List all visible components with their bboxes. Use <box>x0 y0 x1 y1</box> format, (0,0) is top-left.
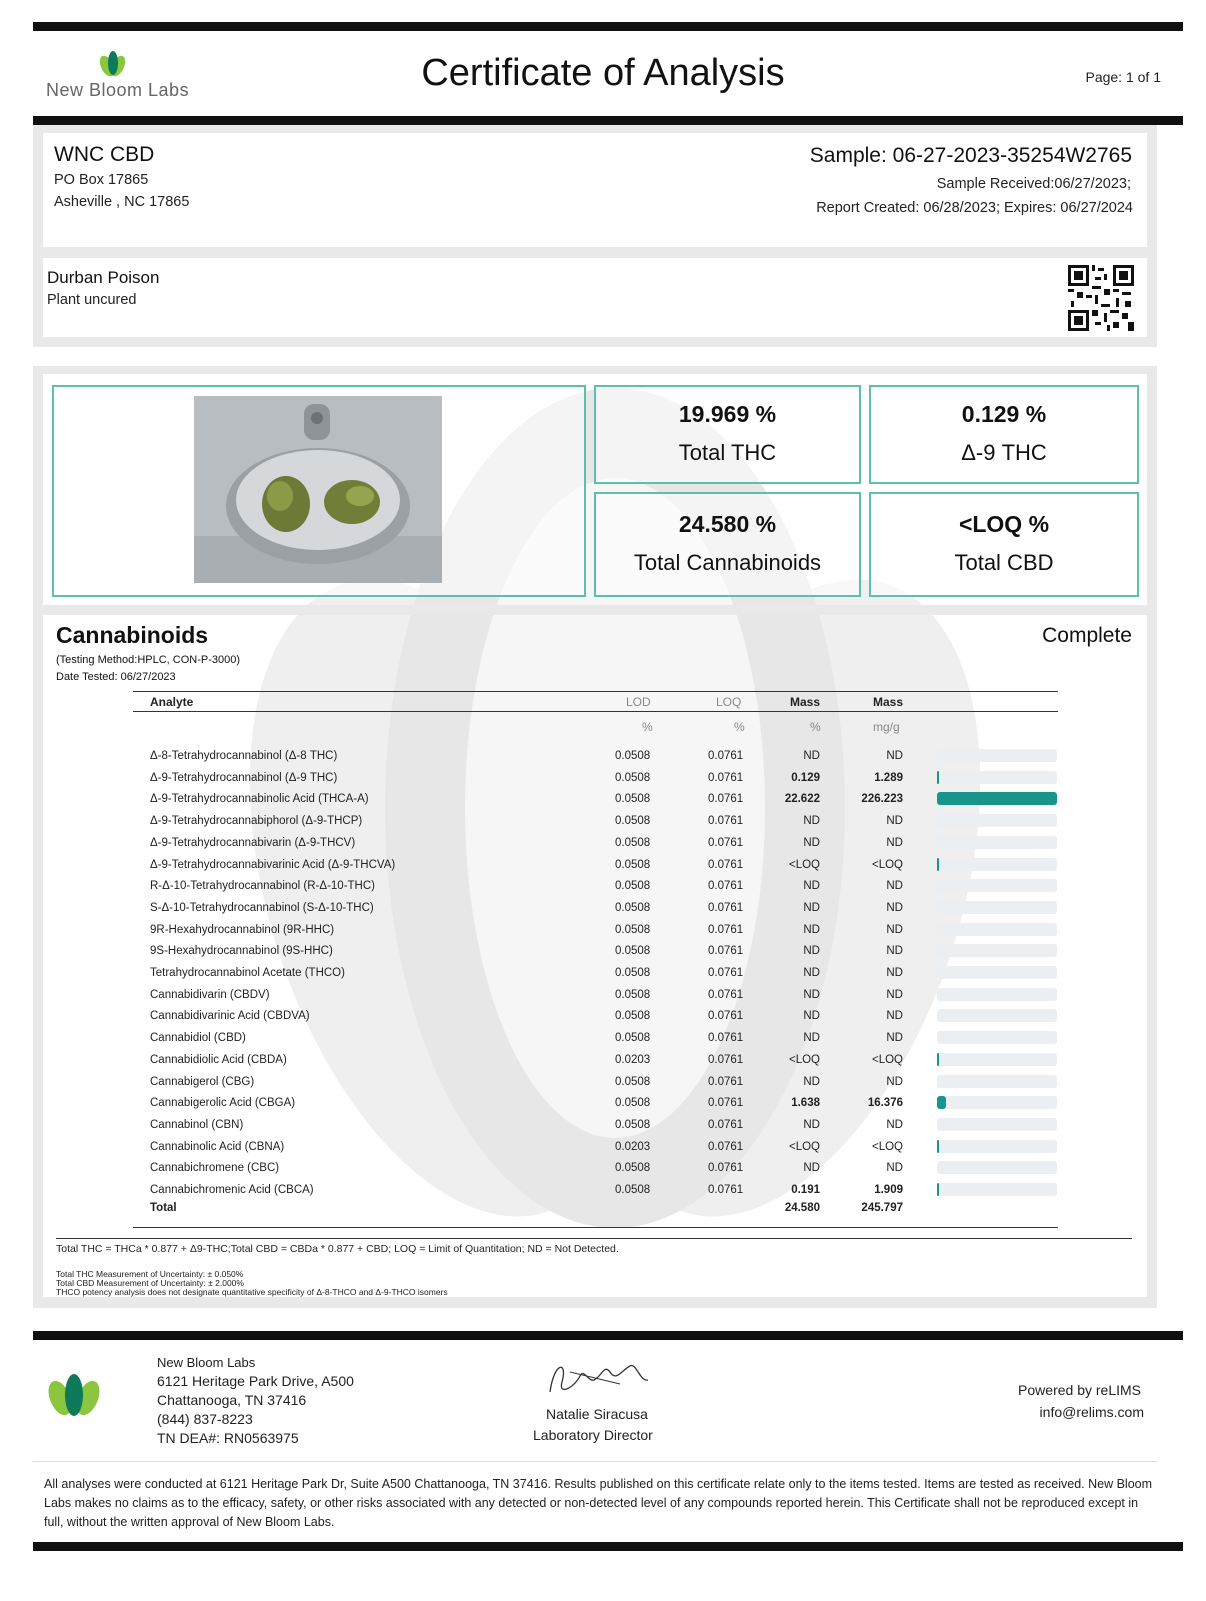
total-thc-box <box>594 385 861 484</box>
level-bar-track <box>937 1075 1057 1088</box>
footer-dea: TN DEA#: RN0563975 <box>157 1430 299 1446</box>
signer-title: Laboratory Director <box>533 1427 653 1443</box>
analyte-name: Cannabigerolic Acid (CBGA) <box>150 1097 296 1110</box>
delta9-thc-label: Δ-9 THC <box>961 440 1047 465</box>
table-row <box>148 1029 1060 1050</box>
product-card <box>43 258 1147 337</box>
table-row <box>148 769 1060 790</box>
level-bar-track <box>937 988 1057 1001</box>
analyte-name: Δ-9-Tetrahydrocannabivarinic Acid (Δ-9-THCVA) <box>150 858 396 871</box>
mass-pct-value: ND <box>803 880 820 893</box>
level-bar-fill <box>937 771 939 784</box>
col-analyte: Analyte <box>150 695 194 709</box>
mass-pct-value: 0.191 <box>791 1184 820 1196</box>
col-loq: LOQ <box>716 695 742 709</box>
thc-uncertainty: Total THC Measurement of Uncertainty: ± 0.050% <box>56 1269 244 1279</box>
level-bar-fill <box>937 1140 939 1153</box>
analyte-name: Δ-8-Tetrahydrocannabinol (Δ-8 THC) <box>150 750 338 762</box>
table-row <box>148 921 1060 942</box>
level-bar-track <box>937 836 1057 849</box>
total-cbd-label: Total CBD <box>954 550 1054 575</box>
level-bar-fill <box>937 792 1057 805</box>
mass-pct-value: ND <box>803 988 820 1001</box>
notes-rule <box>56 1238 1132 1239</box>
sample-received: Sample Received:06/27/2023; <box>936 176 1131 192</box>
table-row <box>148 747 1060 768</box>
loq-value: 0.0761 <box>708 1053 744 1066</box>
lod-value: 0.0203 <box>615 1140 651 1153</box>
thco-note: THCO potency analysis does not designate quantitative specificity of Δ-8-THCO and Δ-9-THCO isomers <box>56 1287 448 1297</box>
col-mass-mg: Mass <box>873 695 904 709</box>
loq-value: 0.0761 <box>708 771 744 784</box>
mass-mg-value: ND <box>886 815 903 828</box>
level-bar-track <box>937 1140 1057 1153</box>
testing-method: (Testing Method:HPLC, CON-P-3000) <box>56 654 241 666</box>
total-mass-mg: 245.797 <box>861 1202 903 1214</box>
mass-mg-value: ND <box>886 1032 903 1045</box>
table-bottom-rule <box>133 1227 1058 1228</box>
mass-mg-value: ND <box>886 923 903 936</box>
lod-value: 0.0508 <box>615 771 651 784</box>
table-row <box>148 1159 1060 1180</box>
header-rule-line <box>133 711 1058 712</box>
total-row <box>148 1199 1060 1220</box>
delta9-thc-box <box>869 385 1139 484</box>
table-row <box>148 834 1060 855</box>
mass-mg-value: ND <box>886 988 903 1001</box>
table-row <box>148 1007 1060 1028</box>
mass-pct-value: <LOQ <box>788 1140 820 1153</box>
table-row <box>148 1138 1060 1159</box>
mass-pct-value: ND <box>803 1010 820 1023</box>
level-bar-fill <box>937 1096 946 1109</box>
lod-value: 0.0508 <box>615 880 651 893</box>
lod-value: 0.0203 <box>615 1053 651 1066</box>
disclaimer-text: All analyses were conducted at 6121 Heritage Park Dr, Suite A500 Chattanooga, TN 37416. Results published on this certificate relate only to the items tested. Items are tested as received. New Bloom Labs makes no claims as to the efficacy, safety, or other risks associated with any detected or non-detected level of any compounds reported herein. This Certificate shall not be reproduced except in full, without the written approval of New Bloom Labs. <box>44 1477 1153 1529</box>
mass-pct-value: ND <box>803 967 820 979</box>
loq-value: 0.0761 <box>708 836 744 849</box>
lod-value: 0.0508 <box>615 945 651 958</box>
total-thc-value: 19.969 % <box>678 401 777 427</box>
level-bar-track <box>937 749 1057 762</box>
level-bar-track <box>937 792 1057 805</box>
mass-pct-value: 22.622 <box>784 793 820 806</box>
mass-pct-value: ND <box>803 923 820 936</box>
level-bar-track <box>937 923 1057 936</box>
leaf-logo-icon <box>42 1372 106 1422</box>
lod-value: 0.0508 <box>615 858 651 871</box>
mass-mg-value: ND <box>886 1118 903 1131</box>
lod-value: 0.0508 <box>615 988 651 1001</box>
mass-pct-value: ND <box>803 815 820 828</box>
level-bar-track <box>937 814 1057 827</box>
loq-value: 0.0761 <box>708 1032 744 1045</box>
loq-value: 0.0761 <box>708 1184 744 1196</box>
loq-value: 0.0761 <box>708 1162 744 1175</box>
footer-rule <box>33 1331 1183 1340</box>
lod-value: 0.0508 <box>615 1032 651 1045</box>
analyte-name: Cannabigerol (CBG) <box>150 1075 255 1088</box>
formula-note: Total THC = THCa * 0.877 + Δ9-THC;Total CBD = CBDa * 0.877 + CBD; LOQ = Limit of Quantitation; ND = Not Detected. <box>56 1243 619 1255</box>
mass-pct-value: ND <box>803 1118 820 1131</box>
date-tested: Date Tested: 06/27/2023 <box>56 671 176 683</box>
loq-value: 0.0761 <box>708 988 744 1001</box>
lod-value: 0.0508 <box>615 901 651 914</box>
table-row <box>148 964 1060 985</box>
page-number: Page: 1 of 1 <box>1085 69 1161 85</box>
footer-address-line1: 6121 Heritage Park Drive, A500 <box>157 1373 354 1389</box>
level-bar-track <box>937 1118 1057 1131</box>
table-row <box>148 899 1060 920</box>
mass-mg-value: ND <box>886 1075 903 1088</box>
table-row <box>148 1116 1060 1137</box>
level-bar-track <box>937 901 1057 914</box>
lod-value: 0.0508 <box>615 1010 651 1023</box>
lod-value: 0.0508 <box>615 1162 651 1175</box>
footer-lab-name: New Bloom Labs <box>157 1355 256 1370</box>
loq-value: 0.0761 <box>708 1118 744 1131</box>
level-bar-fill <box>937 1053 939 1066</box>
loq-value: 0.0761 <box>708 1075 744 1088</box>
client-address-line1: PO Box 17865 <box>54 172 149 188</box>
mass-pct-value: 0.129 <box>791 771 820 784</box>
cannabinoids-status: Complete <box>1042 624 1132 647</box>
level-bar-track <box>937 1096 1057 1109</box>
level-bar-track <box>937 1031 1057 1044</box>
level-bar-track <box>937 1183 1057 1196</box>
product-type: Plant uncured <box>47 292 137 308</box>
total-mass-pct: 24.580 <box>784 1202 820 1214</box>
mass-mg-value: ND <box>886 967 903 979</box>
signer-name: Natalie Siracusa <box>546 1406 648 1422</box>
level-bar-track <box>937 858 1057 871</box>
total-cbd-box <box>869 492 1139 597</box>
table-top-rule <box>133 691 1058 692</box>
mass-mg-value: ND <box>886 880 903 893</box>
loq-value: 0.0761 <box>708 1010 744 1023</box>
table-row <box>148 942 1060 963</box>
level-bar-track <box>937 771 1057 784</box>
mass-mg-value: 226.223 <box>861 793 903 806</box>
level-bar-fill <box>937 858 939 871</box>
analyte-name: Cannabichromene (CBC) <box>150 1162 280 1175</box>
mass-pct-value: ND <box>803 750 820 762</box>
level-bar-track <box>937 1053 1057 1066</box>
analyte-name: Δ-9-Tetrahydrocannabiphorol (Δ-9-THCP) <box>150 815 363 828</box>
mass-mg-value: ND <box>886 750 903 762</box>
lod-value: 0.0508 <box>615 836 651 849</box>
analyte-name: Tetrahydrocannabinol Acetate (THCO) <box>150 967 345 979</box>
table-row <box>148 877 1060 898</box>
analyte-name: 9S-Hexahydrocannabinol (9S-HHC) <box>150 945 333 958</box>
client-address-line2: Asheville , NC 17865 <box>54 194 190 210</box>
analyte-name: Cannabidiol (CBD) <box>150 1032 246 1045</box>
analyte-name: Cannabidiolic Acid (CBDA) <box>150 1053 287 1066</box>
report-dates: Report Created: 06/28/2023; Expires: 06/27/2024 <box>816 200 1133 216</box>
loq-value: 0.0761 <box>708 858 744 871</box>
col-lod: LOD <box>626 695 651 709</box>
disclaimer-rule <box>33 1461 1157 1462</box>
mass-pct-value: <LOQ <box>788 858 820 871</box>
lod-value: 0.0508 <box>615 967 651 979</box>
mass-mg-value: 1.289 <box>874 771 903 784</box>
loq-value: 0.0761 <box>708 793 744 806</box>
mass-pct-value: ND <box>803 1075 820 1088</box>
lod-value: 0.0508 <box>615 815 651 828</box>
signature-icon <box>540 1352 655 1404</box>
analyte-name: Cannabidivarinic Acid (CBDVA) <box>150 1010 310 1023</box>
table-row <box>148 812 1060 833</box>
footer-address-line2: Chattanooga, TN 37416 <box>157 1392 307 1408</box>
loq-value: 0.0761 <box>708 967 744 979</box>
mass-mg-value: ND <box>886 1162 903 1175</box>
level-bar-track <box>937 966 1057 979</box>
table-row <box>148 856 1060 877</box>
loq-value: 0.0761 <box>708 901 744 914</box>
footer-phone: (844) 837-8223 <box>157 1411 253 1427</box>
level-bar-fill <box>937 1183 939 1196</box>
mass-mg-value: ND <box>886 836 903 849</box>
table-row <box>148 1051 1060 1072</box>
loq-value: 0.0761 <box>708 945 744 958</box>
sample-id: Sample: 06-27-2023-35254W2765 <box>809 144 1132 167</box>
mass-pct-value: ND <box>803 1162 820 1175</box>
mass-pct-value: ND <box>803 836 820 849</box>
footer-email: info@relims.com <box>1039 1404 1144 1420</box>
col-mass-pct: Mass <box>790 695 821 709</box>
table-row <box>148 986 1060 1007</box>
sample-photo <box>194 396 442 583</box>
lod-value: 0.0508 <box>615 923 651 936</box>
total-label: Total <box>150 1202 177 1214</box>
loq-value: 0.0761 <box>708 923 744 936</box>
mass-mg-value: ND <box>886 901 903 914</box>
loq-value: 0.0761 <box>708 1097 744 1110</box>
analyte-name: Cannabinol (CBN) <box>150 1118 244 1131</box>
analyte-name: Cannabichromenic Acid (CBCA) <box>150 1184 314 1196</box>
total-cannabinoids-box <box>594 492 861 597</box>
client-name: WNC CBD <box>54 143 155 166</box>
powered-by: Powered by reLIMS <box>1018 1382 1141 1398</box>
total-cannabinoids-label: Total Cannabinoids <box>633 550 822 575</box>
analyte-name: 9R-Hexahydrocannabinol (9R-HHC) <box>150 923 335 936</box>
mass-mg-value: ND <box>886 945 903 958</box>
loq-value: 0.0761 <box>708 750 744 762</box>
page-title: Certificate of Analysis <box>421 52 785 94</box>
level-bar-track <box>937 1161 1057 1174</box>
level-bar-track <box>937 944 1057 957</box>
mass-pct-value: <LOQ <box>788 1053 820 1066</box>
cannabinoids-title: Cannabinoids <box>56 622 209 648</box>
qr-code-icon <box>1068 265 1134 331</box>
unit-mass-pct: % <box>810 720 821 734</box>
table-row <box>148 1073 1060 1094</box>
mass-pct-value: ND <box>803 1032 820 1045</box>
analyte-name: S-Δ-10-Tetrahydrocannabinol (S-Δ-10-THC) <box>150 901 374 914</box>
product-name: Durban Poison <box>47 268 160 287</box>
loq-value: 0.0761 <box>708 1140 744 1153</box>
total-cbd-value: <LOQ % <box>958 511 1050 537</box>
analyte-name: Δ-9-Tetrahydrocannabivarin (Δ-9-THCV) <box>150 836 356 849</box>
analyte-name: Cannabidivarin (CBDV) <box>150 988 270 1001</box>
loq-value: 0.0761 <box>708 815 744 828</box>
level-bar-track <box>937 879 1057 892</box>
lod-value: 0.0508 <box>615 1097 651 1110</box>
mass-mg-value: ND <box>886 1010 903 1023</box>
mass-mg-value: <LOQ <box>871 1053 903 1066</box>
mass-mg-value: <LOQ <box>871 858 903 871</box>
mass-mg-value: 1.909 <box>874 1184 903 1196</box>
lod-value: 0.0508 <box>615 1184 651 1196</box>
unit-mass-mg: mg/g <box>873 720 900 734</box>
total-cannabinoids-value: 24.580 % <box>678 511 777 537</box>
lab-name-header: New Bloom Labs <box>46 80 190 100</box>
table-row <box>148 790 1060 811</box>
lod-value: 0.0508 <box>615 1075 651 1088</box>
bottom-rule <box>33 1542 1183 1551</box>
level-bar-track <box>937 1009 1057 1022</box>
table-row <box>148 1094 1060 1115</box>
mass-mg-value: 16.376 <box>867 1097 903 1110</box>
cbd-uncertainty: Total CBD Measurement of Uncertainty: ± 2.000% <box>56 1278 244 1288</box>
total-thc-label: Total THC <box>678 440 777 465</box>
header-rule <box>33 116 1183 125</box>
lod-value: 0.0508 <box>615 750 651 762</box>
top-rule <box>33 22 1183 31</box>
mass-mg-value: <LOQ <box>871 1140 903 1153</box>
unit-lod: % <box>642 720 653 734</box>
analyte-name: Δ-9-Tetrahydrocannabinol (Δ-9 THC) <box>150 771 338 784</box>
analyte-name: R-Δ-10-Tetrahydrocannabinol (R-Δ-10-THC) <box>150 880 375 893</box>
lod-value: 0.0508 <box>615 1118 651 1131</box>
analyte-name: Δ-9-Tetrahydrocannabinolic Acid (THCA-A) <box>150 793 369 806</box>
delta9-thc-value: 0.129 % <box>961 401 1047 427</box>
unit-loq: % <box>734 720 745 734</box>
mass-pct-value: ND <box>803 901 820 914</box>
lod-value: 0.0508 <box>615 793 651 806</box>
mass-pct-value: 1.638 <box>791 1097 820 1110</box>
mass-pct-value: ND <box>803 945 820 958</box>
section-divider <box>43 605 1147 615</box>
analyte-name: Cannabinolic Acid (CBNA) <box>150 1140 285 1153</box>
loq-value: 0.0761 <box>708 880 744 893</box>
